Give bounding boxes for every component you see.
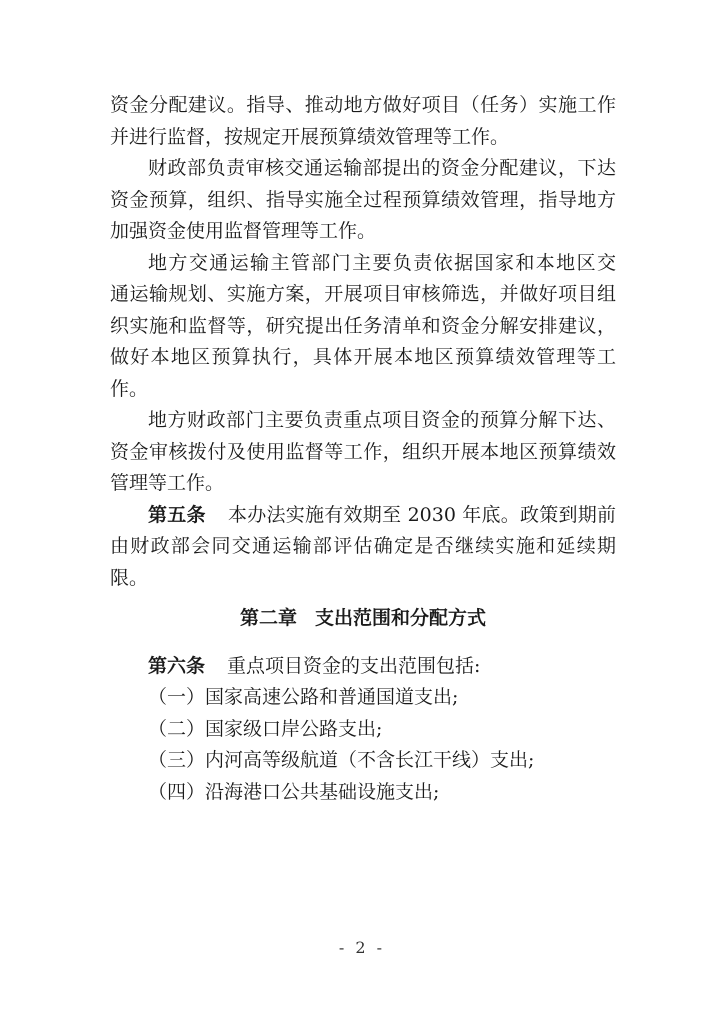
paragraph-4 [110,405,616,500]
text-line: 通运输规划、实施方案，开展项目审核筛选，并做好项目组 [110,283,616,305]
text-line: 加强资金使用监督管理等工作。 [110,220,377,242]
text-line: 限。 [110,566,149,589]
text-line: 并进行监督，按规定开展预算绩效管理等工作。 [110,125,510,148]
text-line: 资金分配建议。指导、推动地方做好项目（任务）实施工作 [110,94,616,116]
list-item: （二）国家级口岸公路支出; [148,717,383,740]
document-body [110,90,616,808]
list-item: （三）内河高等级航道（不含长江干线）支出; [148,749,535,771]
paragraph-2 [110,153,616,248]
text-line: 资金预算，组织、指导实施全过程预算绩效管理，指导地方 [110,188,616,211]
article-6 [110,651,616,809]
article-5 [110,500,616,595]
chapter-heading [110,603,616,635]
text-line: 地方交通运输主管部门主要负责依据国家和本地区交 [148,251,616,274]
article-label: 第五条 [148,503,206,526]
paragraph-1 [110,90,616,153]
text-line: 财政部负责审核交通运输部提出的资金分配建议，下达 [148,157,616,179]
text-line: 资金审核拨付及使用监督等工作，组织开展本地区预算绩效 [110,440,616,463]
text-line [110,651,616,683]
chapter-number: 第二章 [239,607,297,629]
text-line: 作。 [110,377,149,400]
article-label: 第六条 [148,654,206,677]
list-item: （一）国家高速公路和普通国道支出; [148,686,459,708]
text-line: 地方财政部门主要负责重点项目资金的预算分解下达、 [148,409,616,431]
text-line [110,500,616,532]
list-item: （四）沿海港口公共基础设施支出; [148,780,440,803]
page-number: - 2 - [338,938,386,957]
article-text: 本办法实施有效期至 2030 年底。政策到期前 [227,503,616,526]
article-text: 重点项目资金的支出范围包括: [227,654,481,677]
text-line: 由财政部会同交通运输部评估确定是否继续实施和延续期 [110,535,616,557]
text-line: 织实施和监督等，研究提出任务清单和资金分解安排建议， [110,314,616,337]
text-line: 做好本地区预算执行，具体开展本地区预算绩效管理等工 [110,346,616,368]
chapter-title: 支出范围和分配方式 [315,607,487,629]
paragraph-3 [110,248,616,406]
text-line: 管理等工作。 [110,472,225,494]
